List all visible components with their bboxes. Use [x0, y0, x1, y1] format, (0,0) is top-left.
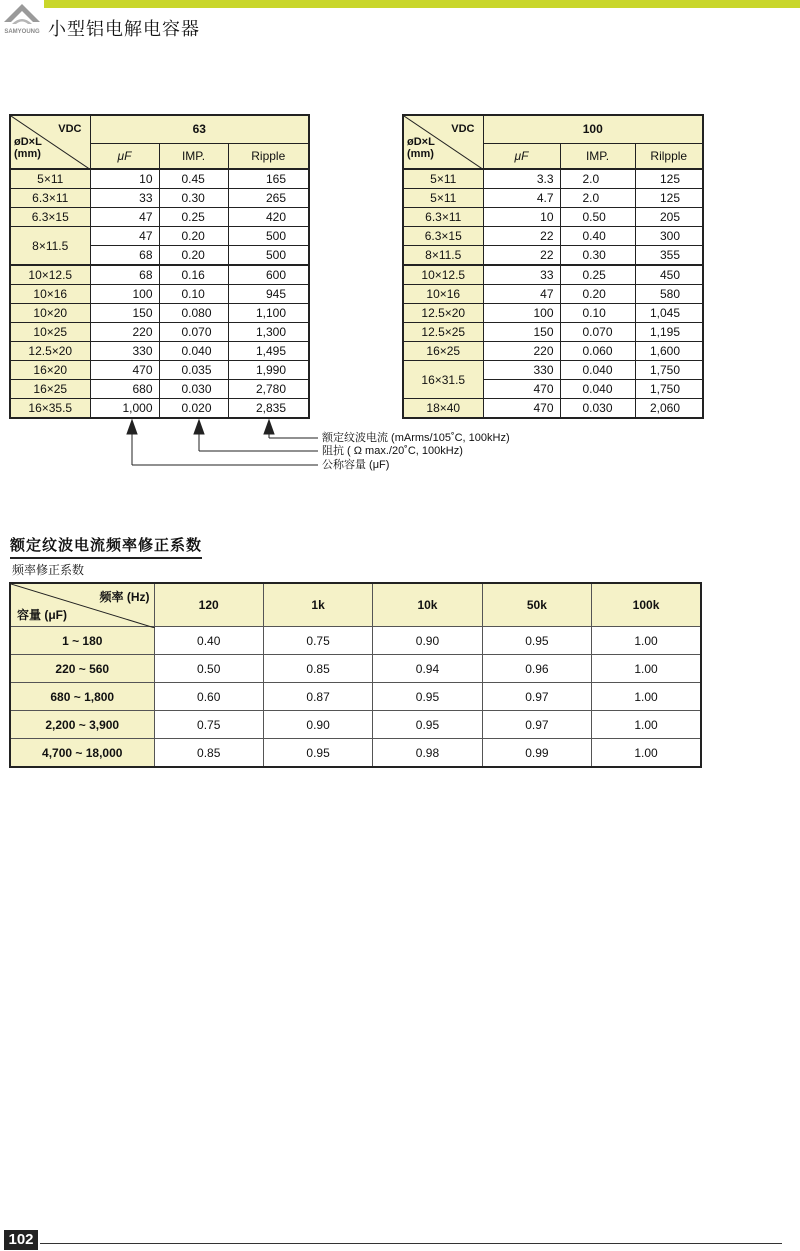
table-row — [10, 285, 309, 304]
coefficient-cell: 0.90 — [373, 627, 482, 655]
frequency-correction-table — [9, 582, 702, 768]
impedance-cell: 0.030 — [159, 380, 228, 399]
company-logo — [0, 0, 44, 38]
coefficient-cell: 0.40 — [154, 627, 263, 655]
capacitance-cell: 22 — [483, 227, 560, 246]
ripple-cell: 580 — [635, 285, 703, 304]
table-row — [10, 189, 309, 208]
table-row — [10, 304, 309, 323]
coefficient-cell: 0.98 — [373, 739, 482, 768]
ripple-cell: 1,195 — [635, 323, 703, 342]
header-accent-bar — [44, 0, 800, 8]
size-cell: 10×12.5 — [10, 265, 90, 285]
ripple-cell: 1,300 — [228, 323, 309, 342]
size-cell: 6.3×15 — [10, 208, 90, 227]
impedance-cell: 0.25 — [560, 265, 635, 285]
impedance-cell: 0.25 — [159, 208, 228, 227]
impedance-cell: 0.030 — [560, 399, 635, 419]
ripple-cell: 125 — [635, 189, 703, 208]
size-cell: 10×25 — [10, 323, 90, 342]
table-row — [403, 227, 703, 246]
table-corner-header — [10, 115, 90, 169]
size-cell: 10×16 — [10, 285, 90, 304]
table-row — [403, 189, 703, 208]
ripple-cell: 355 — [635, 246, 703, 266]
capacity-range-cell: 680 ~ 1,800 — [10, 683, 154, 711]
capacitance-cell: 680 — [90, 380, 159, 399]
col-imp-header: IMP. — [159, 143, 228, 169]
impedance-cell: 0.40 — [560, 227, 635, 246]
impedance-cell: 0.080 — [159, 304, 228, 323]
size-cell: 5×11 — [10, 169, 90, 189]
col-imp-header: IMP. — [560, 143, 635, 169]
table-row — [403, 169, 703, 189]
impedance-cell: 2.0 — [560, 189, 635, 208]
capacitance-cell: 33 — [90, 189, 159, 208]
table-row — [403, 399, 703, 419]
coefficient-cell: 0.97 — [482, 711, 591, 739]
table-row — [10, 711, 701, 739]
dimension-label: øD×L (mm) — [14, 136, 42, 160]
table-row — [10, 655, 701, 683]
coefficient-cell: 1.00 — [592, 683, 701, 711]
capacitance-cell: 330 — [90, 342, 159, 361]
size-cell: 16×25 — [10, 380, 90, 399]
table-row — [403, 285, 703, 304]
size-cell: 6.3×11 — [403, 208, 483, 227]
freq-column-header: 1k — [263, 583, 372, 627]
ripple-cell: 125 — [635, 169, 703, 189]
freq-corner-header — [10, 583, 154, 627]
coefficient-cell: 0.97 — [482, 683, 591, 711]
table-row — [10, 208, 309, 227]
ripple-cell: 1,600 — [635, 342, 703, 361]
table-corner-header — [403, 115, 483, 169]
table-row — [10, 399, 309, 419]
impedance-cell: 0.040 — [159, 342, 228, 361]
impedance-cell: 0.30 — [560, 246, 635, 266]
vdc-label: VDC — [451, 123, 475, 135]
spec-table-63v — [9, 114, 310, 419]
section-title: 额定纹波电流频率修正系数 — [10, 534, 202, 559]
capacitance-cell: 47 — [90, 227, 159, 246]
table-row — [10, 683, 701, 711]
col-ripple-header: Ripple — [228, 143, 309, 169]
coefficient-cell: 1.00 — [592, 655, 701, 683]
impedance-cell: 2.0 — [560, 169, 635, 189]
ripple-cell: 420 — [228, 208, 309, 227]
coefficient-cell: 0.95 — [263, 739, 372, 768]
ripple-cell: 450 — [635, 265, 703, 285]
voltage-header: 100 — [483, 115, 703, 143]
ripple-cell: 1,495 — [228, 342, 309, 361]
coefficient-cell: 1.00 — [592, 739, 701, 768]
coefficient-cell: 0.95 — [373, 683, 482, 711]
coefficient-cell: 0.90 — [263, 711, 372, 739]
size-cell: 16×35.5 — [10, 399, 90, 419]
footer-rule — [40, 1243, 782, 1244]
capacitance-cell: 470 — [483, 399, 560, 419]
voltage-header: 63 — [90, 115, 309, 143]
impedance-cell: 0.040 — [560, 380, 635, 399]
capacitance-cell: 470 — [90, 361, 159, 380]
capacitance-cell: 150 — [90, 304, 159, 323]
ripple-cell: 1,990 — [228, 361, 309, 380]
impedance-cell: 0.30 — [159, 189, 228, 208]
ripple-cell: 1,045 — [635, 304, 703, 323]
size-cell: 16×25 — [403, 342, 483, 361]
impedance-cell: 0.16 — [159, 265, 228, 285]
ripple-cell: 945 — [228, 285, 309, 304]
table-row — [10, 739, 701, 768]
ripple-cell: 300 — [635, 227, 703, 246]
size-cell: 10×16 — [403, 285, 483, 304]
coefficient-cell: 1.00 — [592, 627, 701, 655]
capacitance-cell: 100 — [483, 304, 560, 323]
capacitance-cell: 10 — [483, 208, 560, 227]
size-cell: 16×20 — [10, 361, 90, 380]
table-row — [10, 227, 309, 246]
size-cell: 8×11.5 — [403, 246, 483, 266]
capacitance-cell: 330 — [483, 361, 560, 380]
coefficient-cell: 0.87 — [263, 683, 372, 711]
table-row — [10, 169, 309, 189]
capacitance-cell: 100 — [90, 285, 159, 304]
table-row — [10, 361, 309, 380]
freq-column-header: 10k — [373, 583, 482, 627]
capacitance-cell: 470 — [483, 380, 560, 399]
impedance-cell: 0.040 — [560, 361, 635, 380]
impedance-cell: 0.060 — [560, 342, 635, 361]
size-cell: 16×31.5 — [403, 361, 483, 399]
freq-label: 频率 (Hz) — [99, 590, 150, 604]
ripple-cell: 500 — [228, 246, 309, 266]
coefficient-cell: 0.75 — [154, 711, 263, 739]
capacitance-cell: 220 — [483, 342, 560, 361]
capacitance-cell: 33 — [483, 265, 560, 285]
impedance-cell: 0.50 — [560, 208, 635, 227]
ripple-cell: 265 — [228, 189, 309, 208]
capacity-range-cell: 220 ~ 560 — [10, 655, 154, 683]
coefficient-cell: 0.96 — [482, 655, 591, 683]
ripple-cell: 600 — [228, 265, 309, 285]
ripple-cell: 500 — [228, 227, 309, 246]
legend-capacitance: 公称容量 (μF) — [322, 459, 390, 471]
capacitance-cell: 4.7 — [483, 189, 560, 208]
coefficient-cell: 0.99 — [482, 739, 591, 768]
capacitance-cell: 1,000 — [90, 399, 159, 419]
impedance-cell: 0.070 — [560, 323, 635, 342]
capacity-range-cell: 4,700 ~ 18,000 — [10, 739, 154, 768]
size-cell: 10×20 — [10, 304, 90, 323]
capacitance-cell: 220 — [90, 323, 159, 342]
capacitance-cell: 22 — [483, 246, 560, 266]
size-cell: 5×11 — [403, 169, 483, 189]
table-row — [403, 208, 703, 227]
coefficient-cell: 0.85 — [154, 739, 263, 768]
spec-table-100v — [402, 114, 704, 419]
col-uf-header: μF — [483, 143, 560, 169]
section-subtitle: 频率修正系数 — [12, 563, 85, 577]
size-cell: 8×11.5 — [10, 227, 90, 266]
coefficient-cell: 1.00 — [592, 711, 701, 739]
table-row — [10, 342, 309, 361]
capacity-range-cell: 1 ~ 180 — [10, 627, 154, 655]
coefficient-cell: 0.95 — [373, 711, 482, 739]
size-cell: 12.5×25 — [403, 323, 483, 342]
impedance-cell: 0.20 — [159, 246, 228, 266]
table-row — [403, 342, 703, 361]
size-cell: 12.5×20 — [403, 304, 483, 323]
vdc-label: VDC — [58, 123, 82, 135]
ripple-cell: 2,780 — [228, 380, 309, 399]
col-ripple-header: Rilpple — [635, 143, 703, 169]
ripple-cell: 2,060 — [635, 399, 703, 419]
capacitance-cell: 150 — [483, 323, 560, 342]
ripple-cell: 165 — [228, 169, 309, 189]
capacitance-cell: 68 — [90, 246, 159, 266]
table-row — [10, 265, 309, 285]
col-uf-header: μF — [90, 143, 159, 169]
size-cell: 12.5×20 — [10, 342, 90, 361]
ripple-cell: 2,835 — [228, 399, 309, 419]
coefficient-cell: 0.50 — [154, 655, 263, 683]
capacity-range-cell: 2,200 ~ 3,900 — [10, 711, 154, 739]
impedance-cell: 0.070 — [159, 323, 228, 342]
ripple-cell: 1,750 — [635, 380, 703, 399]
coefficient-cell: 0.75 — [263, 627, 372, 655]
size-cell: 5×11 — [403, 189, 483, 208]
table-row — [10, 323, 309, 342]
capacitance-cell: 47 — [90, 208, 159, 227]
table-row — [403, 265, 703, 285]
ripple-cell: 1,100 — [228, 304, 309, 323]
freq-column-header: 100k — [592, 583, 701, 627]
impedance-cell: 0.035 — [159, 361, 228, 380]
table-row — [403, 361, 703, 380]
capacitance-cell: 10 — [90, 169, 159, 189]
dimension-label: øD×L (mm) — [407, 136, 435, 160]
ripple-cell: 205 — [635, 208, 703, 227]
coefficient-cell: 0.95 — [482, 627, 591, 655]
capacitance-cell: 47 — [483, 285, 560, 304]
page-title: 小型铝电解电容器 — [48, 19, 200, 39]
legend-ripple: 额定纹波电流 (mArms/105˚C, 100kHz) — [322, 432, 510, 444]
impedance-cell: 0.020 — [159, 399, 228, 419]
coefficient-cell: 0.60 — [154, 683, 263, 711]
impedance-cell: 0.10 — [159, 285, 228, 304]
impedance-cell: 0.20 — [159, 227, 228, 246]
coefficient-cell: 0.94 — [373, 655, 482, 683]
capacitance-cell: 68 — [90, 265, 159, 285]
size-cell: 18×40 — [403, 399, 483, 419]
table-row — [10, 380, 309, 399]
legend-impedance: 阻抗 ( Ω max./20˚C, 100kHz) — [322, 445, 463, 457]
size-cell: 10×12.5 — [403, 265, 483, 285]
impedance-cell: 0.45 — [159, 169, 228, 189]
capacitance-cell: 3.3 — [483, 169, 560, 189]
table-row — [403, 323, 703, 342]
size-cell: 6.3×11 — [10, 189, 90, 208]
table-row — [403, 304, 703, 323]
table-row — [10, 627, 701, 655]
size-cell: 6.3×15 — [403, 227, 483, 246]
coefficient-cell: 0.85 — [263, 655, 372, 683]
svg-text:SAMYOUNG: SAMYOUNG — [4, 29, 40, 35]
page-number: 102 — [4, 1230, 38, 1250]
ripple-cell: 1,750 — [635, 361, 703, 380]
freq-column-header: 120 — [154, 583, 263, 627]
table-row — [403, 246, 703, 266]
impedance-cell: 0.10 — [560, 304, 635, 323]
capacity-label: 容量 (μF) — [17, 608, 67, 622]
impedance-cell: 0.20 — [560, 285, 635, 304]
freq-column-header: 50k — [482, 583, 591, 627]
